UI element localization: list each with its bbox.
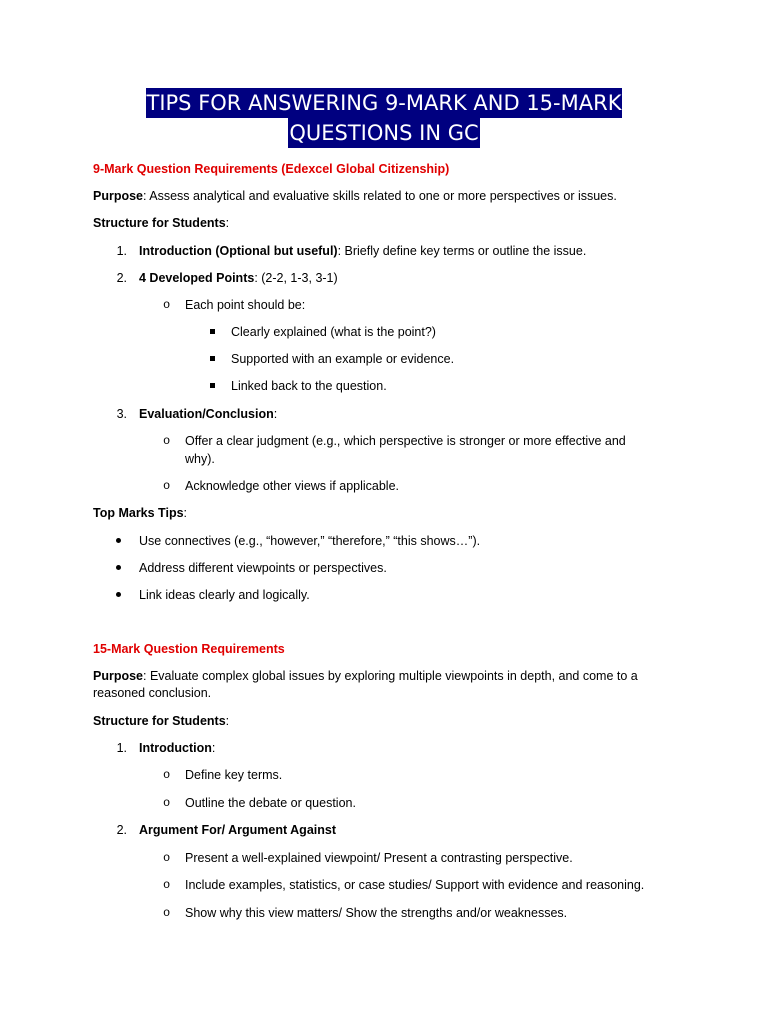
item-text: Define key terms. [185, 768, 283, 782]
item-text: Each point should be: [185, 298, 306, 312]
item-text: Include examples, statistics, or case studies/ Support with evidence and reasoning. [185, 878, 645, 892]
list-number: 3. [116, 407, 127, 421]
disc-bullet-icon [116, 565, 121, 570]
item-label: 4 Developed Points [139, 271, 255, 285]
purpose-text: : Evaluate complex global issues by exploring multiple viewpoints in depth, and come to a reasoned conclusion. [93, 669, 638, 700]
fifteen-mark-heading: 15-Mark Question Requirements [93, 642, 285, 656]
purpose-label: Purpose [93, 669, 144, 683]
square-bullet-icon [210, 329, 215, 334]
item-text: Outline the debate or question. [185, 796, 356, 810]
title-line-2: QUESTIONS IN GC [288, 118, 479, 148]
structure-label: Structure for Students [93, 216, 226, 230]
item-text: : Briefly define key terms or outline the issue. [337, 244, 587, 258]
list-number: 2. [116, 271, 127, 285]
circle-bullet-icon: o [163, 298, 171, 312]
purpose-text: : Assess analytical and evaluative skills related to one or more perspectives or issues. [143, 189, 617, 203]
item-text: Use connectives (e.g., “however,” “therefore,” “this shows…”). [139, 534, 481, 548]
item-text: Present a well-explained viewpoint/ Present a contrasting perspective. [185, 851, 573, 865]
square-bullet-icon [210, 356, 215, 361]
list-number: 1. [116, 741, 127, 755]
item-text: Supported with an example or evidence. [231, 352, 455, 366]
circle-bullet-icon: o [163, 768, 171, 782]
item-text: : [211, 741, 216, 755]
structure-colon: : [225, 714, 230, 728]
structure-colon: : [225, 216, 230, 230]
circle-bullet-icon: o [163, 851, 171, 865]
circle-bullet-icon: o [163, 906, 171, 920]
purpose-label: Purpose [93, 189, 144, 203]
item-text: Show why this view matters/ Show the strengths and/or weaknesses. [185, 906, 568, 920]
item-text: Clearly explained (what is the point?) [231, 325, 436, 339]
item-text: : (2-2, 1-3, 3-1) [254, 271, 338, 285]
document-title [0, 88, 768, 148]
tips-label-row [93, 505, 187, 521]
square-bullet-icon [210, 383, 215, 388]
fifteen-mark-structure-label [93, 713, 229, 729]
list-number: 1. [116, 244, 127, 258]
title-line-1: TIPS FOR ANSWERING 9-MARK AND 15-MARK [146, 88, 623, 118]
item-text: Linked back to the question. [231, 379, 387, 393]
item-text: Link ideas clearly and logically. [139, 588, 310, 602]
nine-mark-heading: 9-Mark Question Requirements (Edexcel Global Citizenship) [93, 162, 450, 176]
circle-bullet-icon: o [163, 479, 171, 493]
item-text: : [273, 407, 278, 421]
disc-bullet-icon [116, 592, 121, 597]
list-number: 2. [116, 823, 127, 837]
fifteen-mark-purpose [93, 668, 673, 702]
item-text: Offer a clear judgment (e.g., which perspective is stronger or more effective and why). [185, 434, 626, 466]
circle-bullet-icon: o [163, 878, 171, 892]
item-text: Acknowledge other views if applicable. [185, 479, 400, 493]
item-label: Argument For/ Argument Against [139, 823, 336, 837]
item-label: Evaluation/Conclusion [139, 407, 274, 421]
item-label: Introduction (Optional but useful) [139, 244, 338, 258]
nine-mark-purpose [93, 188, 617, 204]
item-label: Introduction [139, 741, 212, 755]
circle-bullet-icon: o [163, 434, 171, 448]
item-text: Address different viewpoints or perspectives. [139, 561, 387, 575]
structure-label: Structure for Students [93, 714, 226, 728]
tips-label: Top Marks Tips [93, 506, 184, 520]
tips-colon: : [183, 506, 188, 520]
nine-mark-structure-label [93, 215, 229, 231]
disc-bullet-icon [116, 538, 121, 543]
circle-bullet-icon: o [163, 796, 171, 810]
